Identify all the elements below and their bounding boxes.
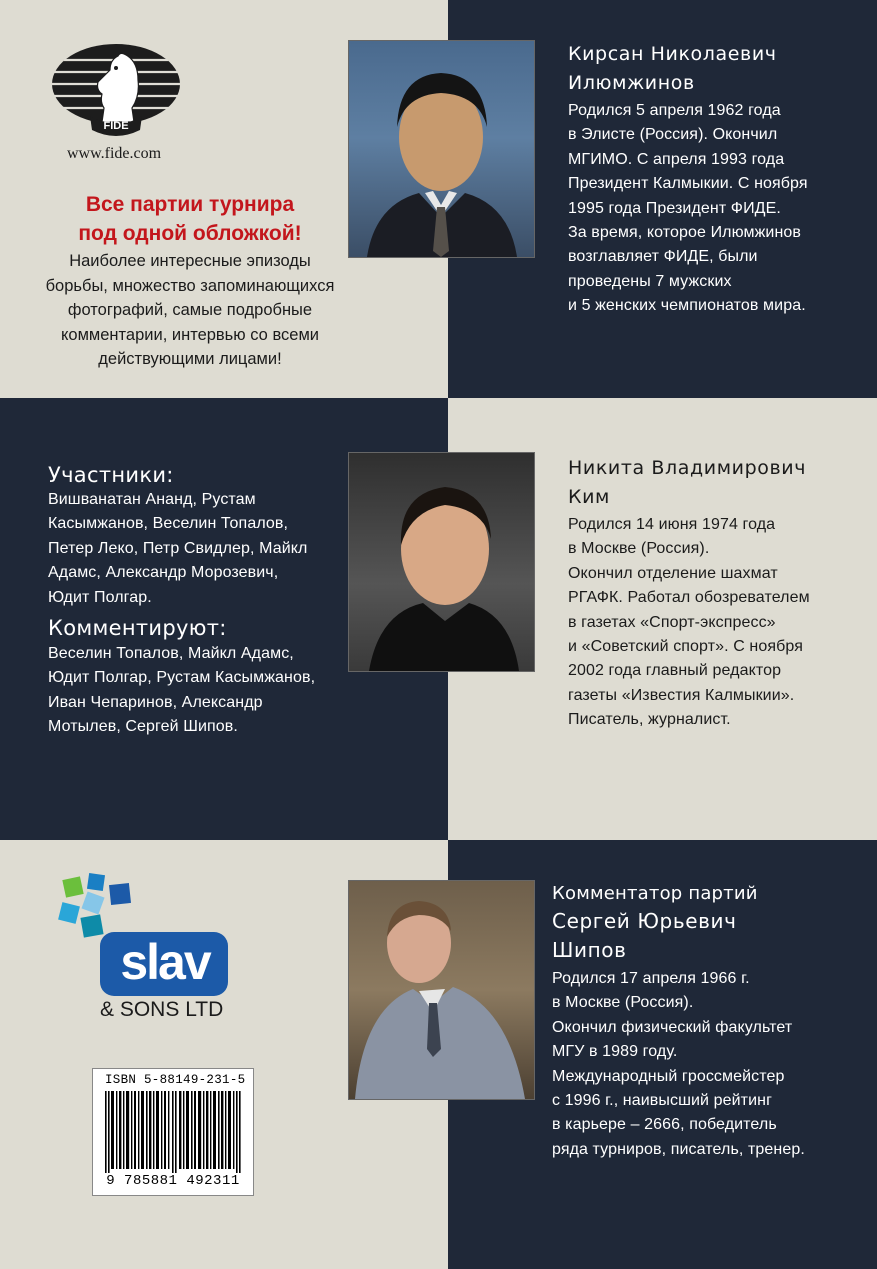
- fide-url[interactable]: www.fide.com: [67, 145, 162, 162]
- promo-headline-line: под одной обложкой!: [78, 222, 302, 245]
- isbn-barcode-box: [92, 1068, 254, 1196]
- author2-bio-line: в газетах «Спорт-экспресс»: [568, 613, 776, 631]
- isbn-label: ISBN 5-88149-231-5: [105, 1073, 246, 1087]
- publisher-subtitle: & SONS LTD: [100, 998, 224, 1021]
- promo-body-line: Наиболее интересные эпизоды: [69, 252, 311, 270]
- author3-bio-line: Родился 17 апреля 1966 г.: [552, 970, 750, 987]
- author1-name: [568, 40, 868, 98]
- author2-bio-line: Окончил отделение шахмат: [568, 564, 778, 582]
- promo-body-line: комментарии, интервью со всеми: [60, 325, 320, 344]
- author1-block: [568, 40, 868, 319]
- author1-bio: [568, 99, 868, 319]
- author3-bio: [552, 967, 872, 1162]
- author1-bio-line: и 5 женских чемпионатов мира.: [568, 297, 806, 315]
- commentators-list: [48, 642, 358, 740]
- participants-line: Адамс, Александр Морозевич,: [48, 564, 279, 582]
- promo-headline: [40, 190, 340, 248]
- author2-bio: [568, 513, 868, 733]
- author3-name-line: Сергей Юрьевич: [552, 909, 737, 933]
- author3-name-line: Шипов: [552, 938, 627, 962]
- promo-headline-line: Все партии турнира: [85, 193, 295, 216]
- author3-bio-line: МГУ в 1989 году.: [552, 1043, 678, 1061]
- author2-name-line: Ким: [568, 486, 610, 508]
- barcode-digits: 9 785881 492311: [97, 1173, 249, 1189]
- author3-bio-line: Международный гроссмейстер: [552, 1067, 785, 1085]
- portrait-kim: [348, 452, 535, 672]
- author2-bio-line: РГАФК. Работал обозревателем: [568, 589, 810, 607]
- author2-bio-line: Писатель, журналист.: [568, 711, 731, 729]
- author2-name-line: Никита Владимирович: [568, 457, 807, 479]
- commentators-line: Веселин Топалов, Майкл Адамс,: [48, 645, 294, 663]
- author3-block: [552, 880, 872, 1162]
- author1-name-line: Илюмжинов: [568, 72, 695, 94]
- author1-bio-line: Родился 5 апреля 1962 года: [568, 102, 781, 119]
- author1-bio-line: возглавляет ФИДЕ, были: [568, 248, 758, 266]
- author3-name: [552, 907, 872, 965]
- publisher-logo-text: slav: [120, 934, 210, 990]
- author2-block: [568, 454, 868, 733]
- participants-line: Петер Леко, Петр Свидлер, Майкл: [48, 539, 308, 557]
- author2-bio-line: в Москве (Россия).: [568, 540, 710, 558]
- participants-list: [48, 488, 358, 610]
- author1-bio-line: За время, которое Илюмжинов: [568, 224, 802, 242]
- promo-body-line: действующими лицами!: [98, 350, 282, 369]
- fide-logo: [50, 40, 182, 140]
- author3-role: Комментатор партий: [552, 883, 758, 904]
- author2-name: [568, 454, 868, 512]
- author1-bio-line: МГИМО. С апреля 1993 года: [568, 150, 785, 168]
- author3-bio-line: в карьере – 2666, победитель: [552, 1116, 777, 1134]
- commentators-line: Иван Чепаринов, Александр: [48, 693, 263, 711]
- author3-bio-line: с 1996 г., наивысший рейтинг: [552, 1092, 773, 1110]
- author3-bio-line: Окончил физический факультет: [552, 1018, 793, 1036]
- author1-name-line: Кирсан Николаевич: [568, 43, 777, 65]
- barcode: [105, 1091, 245, 1175]
- fide-logo-text: FIDE: [103, 120, 129, 132]
- author2-bio-line: 2002 года главный редактор: [568, 662, 782, 680]
- commentators-line: Юдит Полгар, Рустам Касымжанов,: [48, 669, 316, 687]
- author2-bio-line: Родился 14 июня 1974 года: [568, 516, 776, 533]
- participants-line: Юдит Полгар.: [48, 588, 152, 606]
- participants-block: [48, 462, 358, 740]
- author2-bio-line: и «Советский спорт». С ноября: [568, 638, 803, 656]
- participants-heading: Участники:: [48, 463, 174, 487]
- participants-line: Вишванатан Ананд, Рустам: [48, 491, 256, 508]
- promo-body: [30, 249, 350, 372]
- author1-bio-line: проведены 7 мужских: [568, 272, 732, 290]
- author1-bio-line: 1995 года Президент ФИДЕ.: [568, 199, 781, 217]
- author3-bio-line: в Москве (Россия).: [552, 994, 694, 1012]
- participants-line: Касымжанов, Веселин Топалов,: [48, 515, 289, 533]
- portrait-shipov: [348, 880, 535, 1100]
- author1-bio-line: Президент Калмыкии. С ноября: [568, 175, 808, 193]
- author3-bio-line: ряда турниров, писатель, тренер.: [552, 1140, 805, 1158]
- portrait-ilyumzhinov: [348, 40, 535, 258]
- author1-bio-line: в Элисте (Россия). Окончил: [568, 126, 778, 144]
- publisher-logo: [54, 870, 234, 1030]
- commentators-line: Мотылев, Сергей Шипов.: [48, 718, 238, 736]
- promo-body-line: борьбы, множество запоминающихся: [45, 276, 335, 295]
- promo-body-line: фотографий, самые подробные: [67, 301, 313, 320]
- commentators-heading: Комментируют:: [48, 616, 227, 641]
- author2-bio-line: газеты «Известия Калмыкии».: [568, 686, 795, 704]
